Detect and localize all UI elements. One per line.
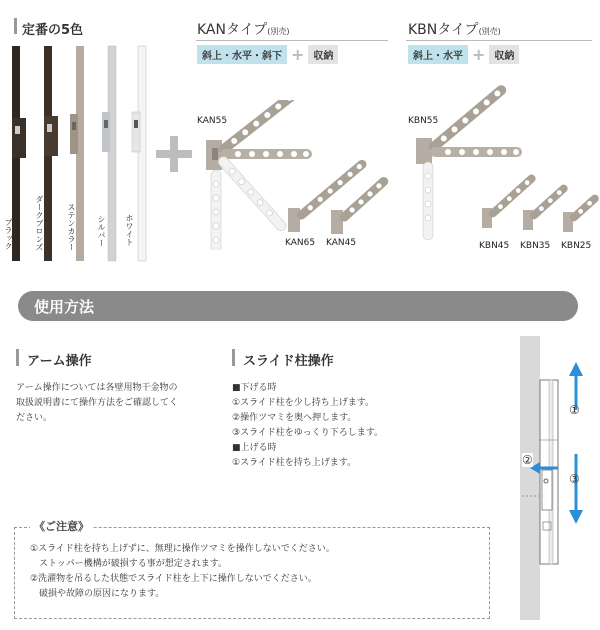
caution-title: 《ご注意》 xyxy=(30,518,93,534)
kan-model-65: KAN65 xyxy=(285,238,316,248)
slide-text-line: ■上げる時 xyxy=(232,443,277,453)
colors-section-title: 定番の5色 xyxy=(22,23,84,38)
slide-text-line: ③スライド柱をゆっくり下ろします。 xyxy=(232,428,383,438)
arm-text-line: アーム操作については各壁用物干金物の xyxy=(16,383,178,393)
kbn-angle-tag: 斜上・水平 xyxy=(408,45,468,64)
swatch-label-white: ホワイト xyxy=(125,214,134,246)
colors-section-marker xyxy=(14,18,17,34)
slide-text-line: ①スライド柱を少し持ち上げます。 xyxy=(232,398,375,408)
kan-storage-tag: 収納 xyxy=(308,45,338,64)
usage-title: 使用方法 xyxy=(34,298,95,316)
slide-text-line: ②操作ツマミを奥へ押します。 xyxy=(232,413,357,423)
pole-dark-bronze xyxy=(44,46,58,261)
color-poles xyxy=(0,38,160,263)
kbn-model-35: KBN35 xyxy=(520,241,551,251)
diagram-step-2: ② xyxy=(522,453,533,467)
arm-heading: アーム操作 xyxy=(27,354,92,369)
caution-text-line: ①スライド柱を持ち上げずに、無理に操作ツマミを操作しないでください。 xyxy=(30,544,335,554)
slide-heading: スライド柱操作 xyxy=(243,354,334,369)
plus-icon xyxy=(154,134,194,174)
slide-text xyxy=(232,381,383,471)
kan-title-rule xyxy=(196,40,388,41)
pole-black xyxy=(12,46,26,261)
kan-angle-tag: 斜上・水平・斜下 xyxy=(197,45,287,64)
usage-section-bar xyxy=(18,291,578,321)
swatch-label-stain: ステンカラー xyxy=(67,203,76,251)
kbn-tags xyxy=(408,45,519,64)
swatch-label-silver: シルバー xyxy=(97,215,106,247)
slide-text-line: ■下げる時 xyxy=(232,383,277,393)
caution-text-line: ②洗濯物を吊るした状態でスライド柱を上下に操作しないでください。 xyxy=(30,574,317,584)
caution-text-line: 破損や故障の原因になります。 xyxy=(30,589,165,599)
kbn-title-rule xyxy=(406,40,592,41)
plus-small-icon: + xyxy=(291,45,305,64)
kbn-storage-tag: 収納 xyxy=(489,45,519,64)
kbn-title: KBNタイプ(別売) xyxy=(408,22,501,38)
kbn-model-45: KBN45 xyxy=(479,241,510,251)
kan-tags xyxy=(197,45,338,64)
slide-pole-diagram xyxy=(512,336,592,620)
arm-text xyxy=(16,381,178,426)
kan-model-45: KAN45 xyxy=(326,238,357,248)
plus-small-icon: + xyxy=(472,45,486,64)
kan-arm-illustration xyxy=(196,100,392,250)
slide-section-marker xyxy=(232,349,235,366)
arm-section-marker xyxy=(16,349,19,366)
slide-text-line: ①スライド柱を持ち上げます。 xyxy=(232,458,357,468)
arm-text-line: ださい。 xyxy=(16,413,53,423)
caution-text-line: ストッパー機構が破損する事が想定されます。 xyxy=(30,559,228,569)
kan-model-55: KAN55 xyxy=(197,116,228,126)
swatch-label-black: ブラック xyxy=(4,218,13,250)
kbn-model-25: KBN25 xyxy=(561,241,592,251)
kbn-arm-illustration xyxy=(406,70,600,242)
diagram-step-3: ③ xyxy=(569,472,580,486)
kbn-model-55: KBN55 xyxy=(408,116,439,126)
diagram-step-1: ① xyxy=(569,403,580,417)
swatch-label-dark-bronze: ダークブロンズ xyxy=(35,195,44,251)
caution-text xyxy=(30,542,335,602)
kan-title: KANタイプ(別売) xyxy=(197,22,290,38)
arm-text-line: 取扱説明書にて操作方法をご確認してく xyxy=(16,398,179,408)
